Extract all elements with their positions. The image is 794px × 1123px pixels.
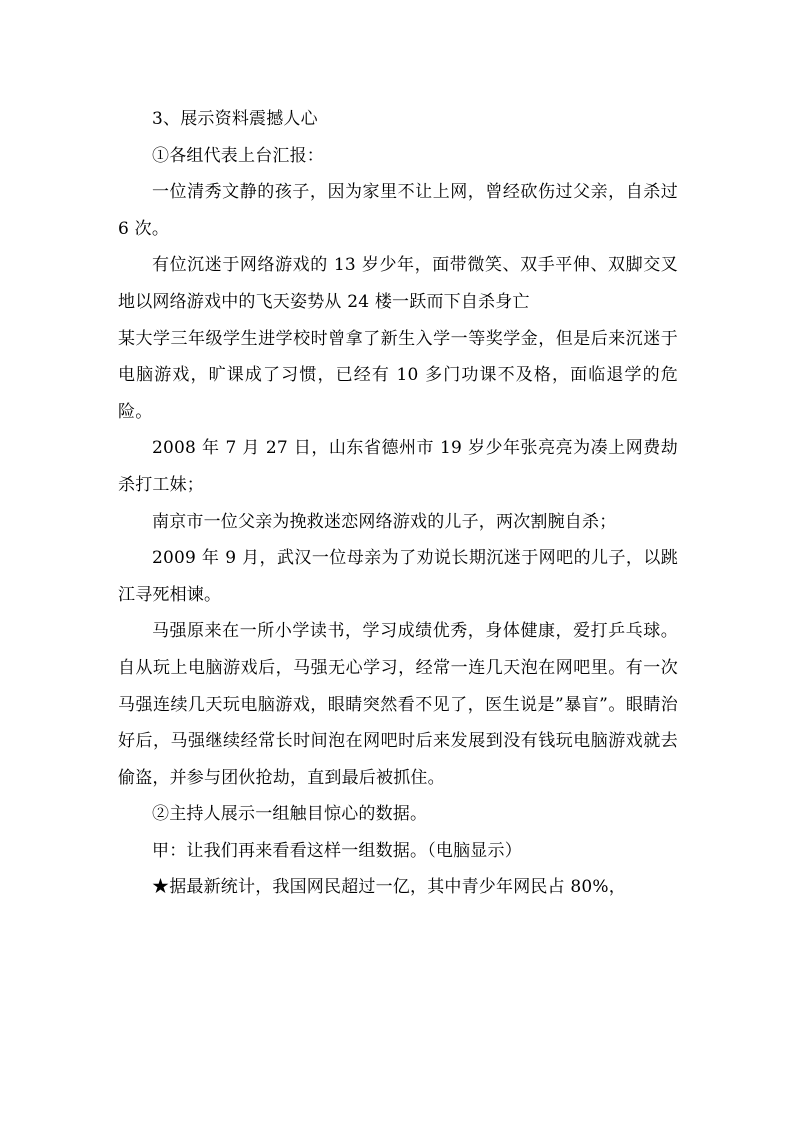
document-body — [118, 101, 678, 906]
paragraph-case-5: 南京市一位父亲为挽救迷恋网络游戏的儿子，两次割腕自杀； — [152, 511, 617, 532]
paragraph-case-3: 某大学三年级学生进学校时曾拿了新生入学一等奖学金，但是后来沉迷于电脑游戏，旷课成了习惯，已经有 10 多门功课不及格，面临退学的危险。 — [118, 328, 678, 422]
paragraph-case-6: 2009 年 9 月，武汉一位母亲为了劝说长期沉迷于网吧的儿子，以跳江寻死相谏。 — [118, 548, 678, 605]
paragraph-case-2: 有位沉迷于网络游戏的 13 岁少年，面带微笑、双手平伸、双脚交叉地以网络游戏中的飞天姿势从 24 楼一跃而下自杀身亡 — [118, 255, 678, 312]
section-heading: 3、展示资料震撼人心 — [152, 109, 318, 129]
paragraph-statistic: ★据最新统计，我国网民超过一亿，其中青少年网民占 80%， — [152, 877, 626, 898]
paragraph-case-1: 一位清秀文静的孩子，因为家里不让上网，曾经砍伤过父亲，自杀过 6 次。 — [118, 182, 678, 239]
paragraph-case-7: 马强原来在一所小学读书，学习成绩优秀，身体健康，爱打乒乓球。自从玩上电脑游戏后，马强无心学习，经常一连几天泡在网吧里。有一次马强连续几天玩电脑游戏，眼睛突然看不见了，医生说是”暴盲”。眼睛治好后，马强继续经常长时间泡在网吧时后来发展到没有钱玩电脑游戏就去偷盗，并参与团伙抢劫，直到最后被抓住。 — [118, 621, 678, 788]
subsection-heading: ①各组代表上台汇报： — [152, 145, 324, 166]
paragraph-case-4: 2008 年 7 月 27 日，山东省德州市 19 岁少年张亮亮为凑上网费劫杀打工妹； — [118, 438, 678, 495]
paragraph-host-line: 甲：让我们再来看看这样一组数据。（电脑显示） — [152, 840, 522, 861]
subsection-heading-2: ②主持人展示一组触目惊心的数据。 — [152, 804, 428, 825]
